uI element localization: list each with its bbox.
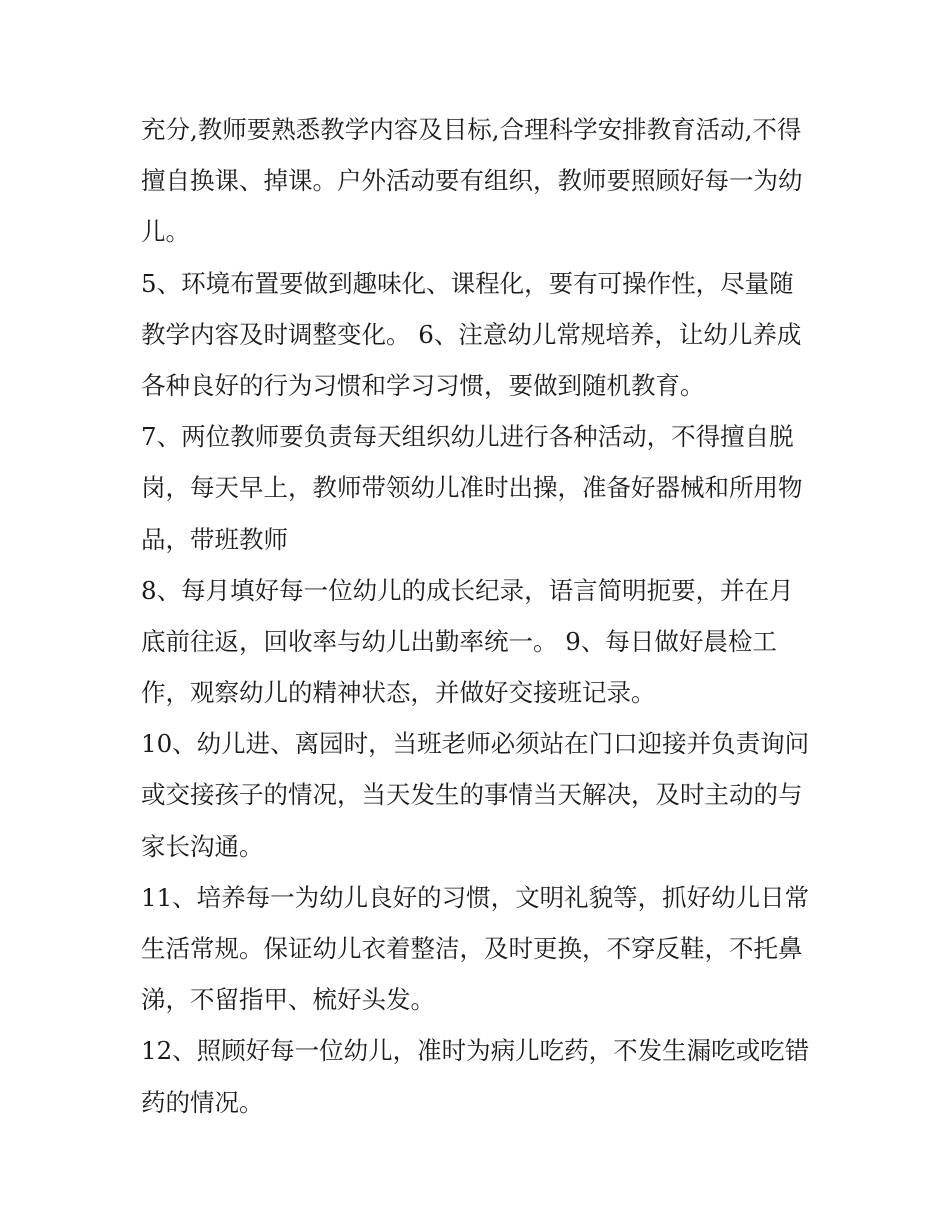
text-line: 7、两位教师要负责每天组织幼儿进行各种活动，不得擅自脱 — [141, 422, 794, 452]
text-line: 充分,教师要熟悉教学内容及目标,合理科学安排教育活动,不得 — [141, 115, 802, 144]
text-line: 家长沟通。 — [141, 831, 264, 861]
text-line: 儿。 — [141, 217, 190, 247]
text-line: 10、幼儿进、离园时，当班老师必须站在门口迎接并负责询问 — [141, 729, 810, 759]
text-line: 5、环境布置要做到趣味化、课程化，要有可操作性，尽量随 — [141, 268, 794, 298]
text-line: 岗，每天早上，教师带领幼儿准时出操，准备好器械和所用物 — [141, 473, 803, 503]
text-line: 12、照顾好每一位幼儿，准时为病儿吃药，不发生漏吃或吃错 — [141, 1036, 810, 1066]
text-line: 药的情况。 — [141, 1087, 264, 1117]
text-line: 8、每月填好每一位幼儿的成长纪录，语言简明扼要，并在月 — [141, 575, 794, 605]
document-body — [141, 104, 821, 1128]
text-line: 作，观察幼儿的精神状态，并做好交接班记录。 — [141, 678, 656, 708]
text-line: 或交接孩子的情况，当天发生的事情当天解决，及时主动的与 — [141, 780, 803, 810]
text-line: 底前往返，回收率与幼儿出勤率统一。 9、每日做好晨检工 — [141, 626, 777, 656]
text-line: 擅自换课、掉课。户外活动要有组织，教师要照顾好每一为幼 — [141, 166, 803, 196]
text-line: 品，带班教师 — [141, 524, 288, 554]
text-line: 教学内容及时调整变化。 6、注意幼儿常规培养，让幼儿养成 — [141, 319, 802, 349]
text-line: 各种良好的行为习惯和学习习惯，要做到随机教育。 — [141, 370, 705, 400]
text-line: 生活常规。保证幼儿衣着整洁，及时更换，不穿反鞋，不托鼻 — [141, 934, 803, 963]
text-line: 11、培养每一为幼儿良好的习惯，文明礼貌等，抓好幼儿日常 — [141, 882, 810, 912]
text-line: 涕，不留指甲、梳好头发。 — [141, 985, 435, 1015]
